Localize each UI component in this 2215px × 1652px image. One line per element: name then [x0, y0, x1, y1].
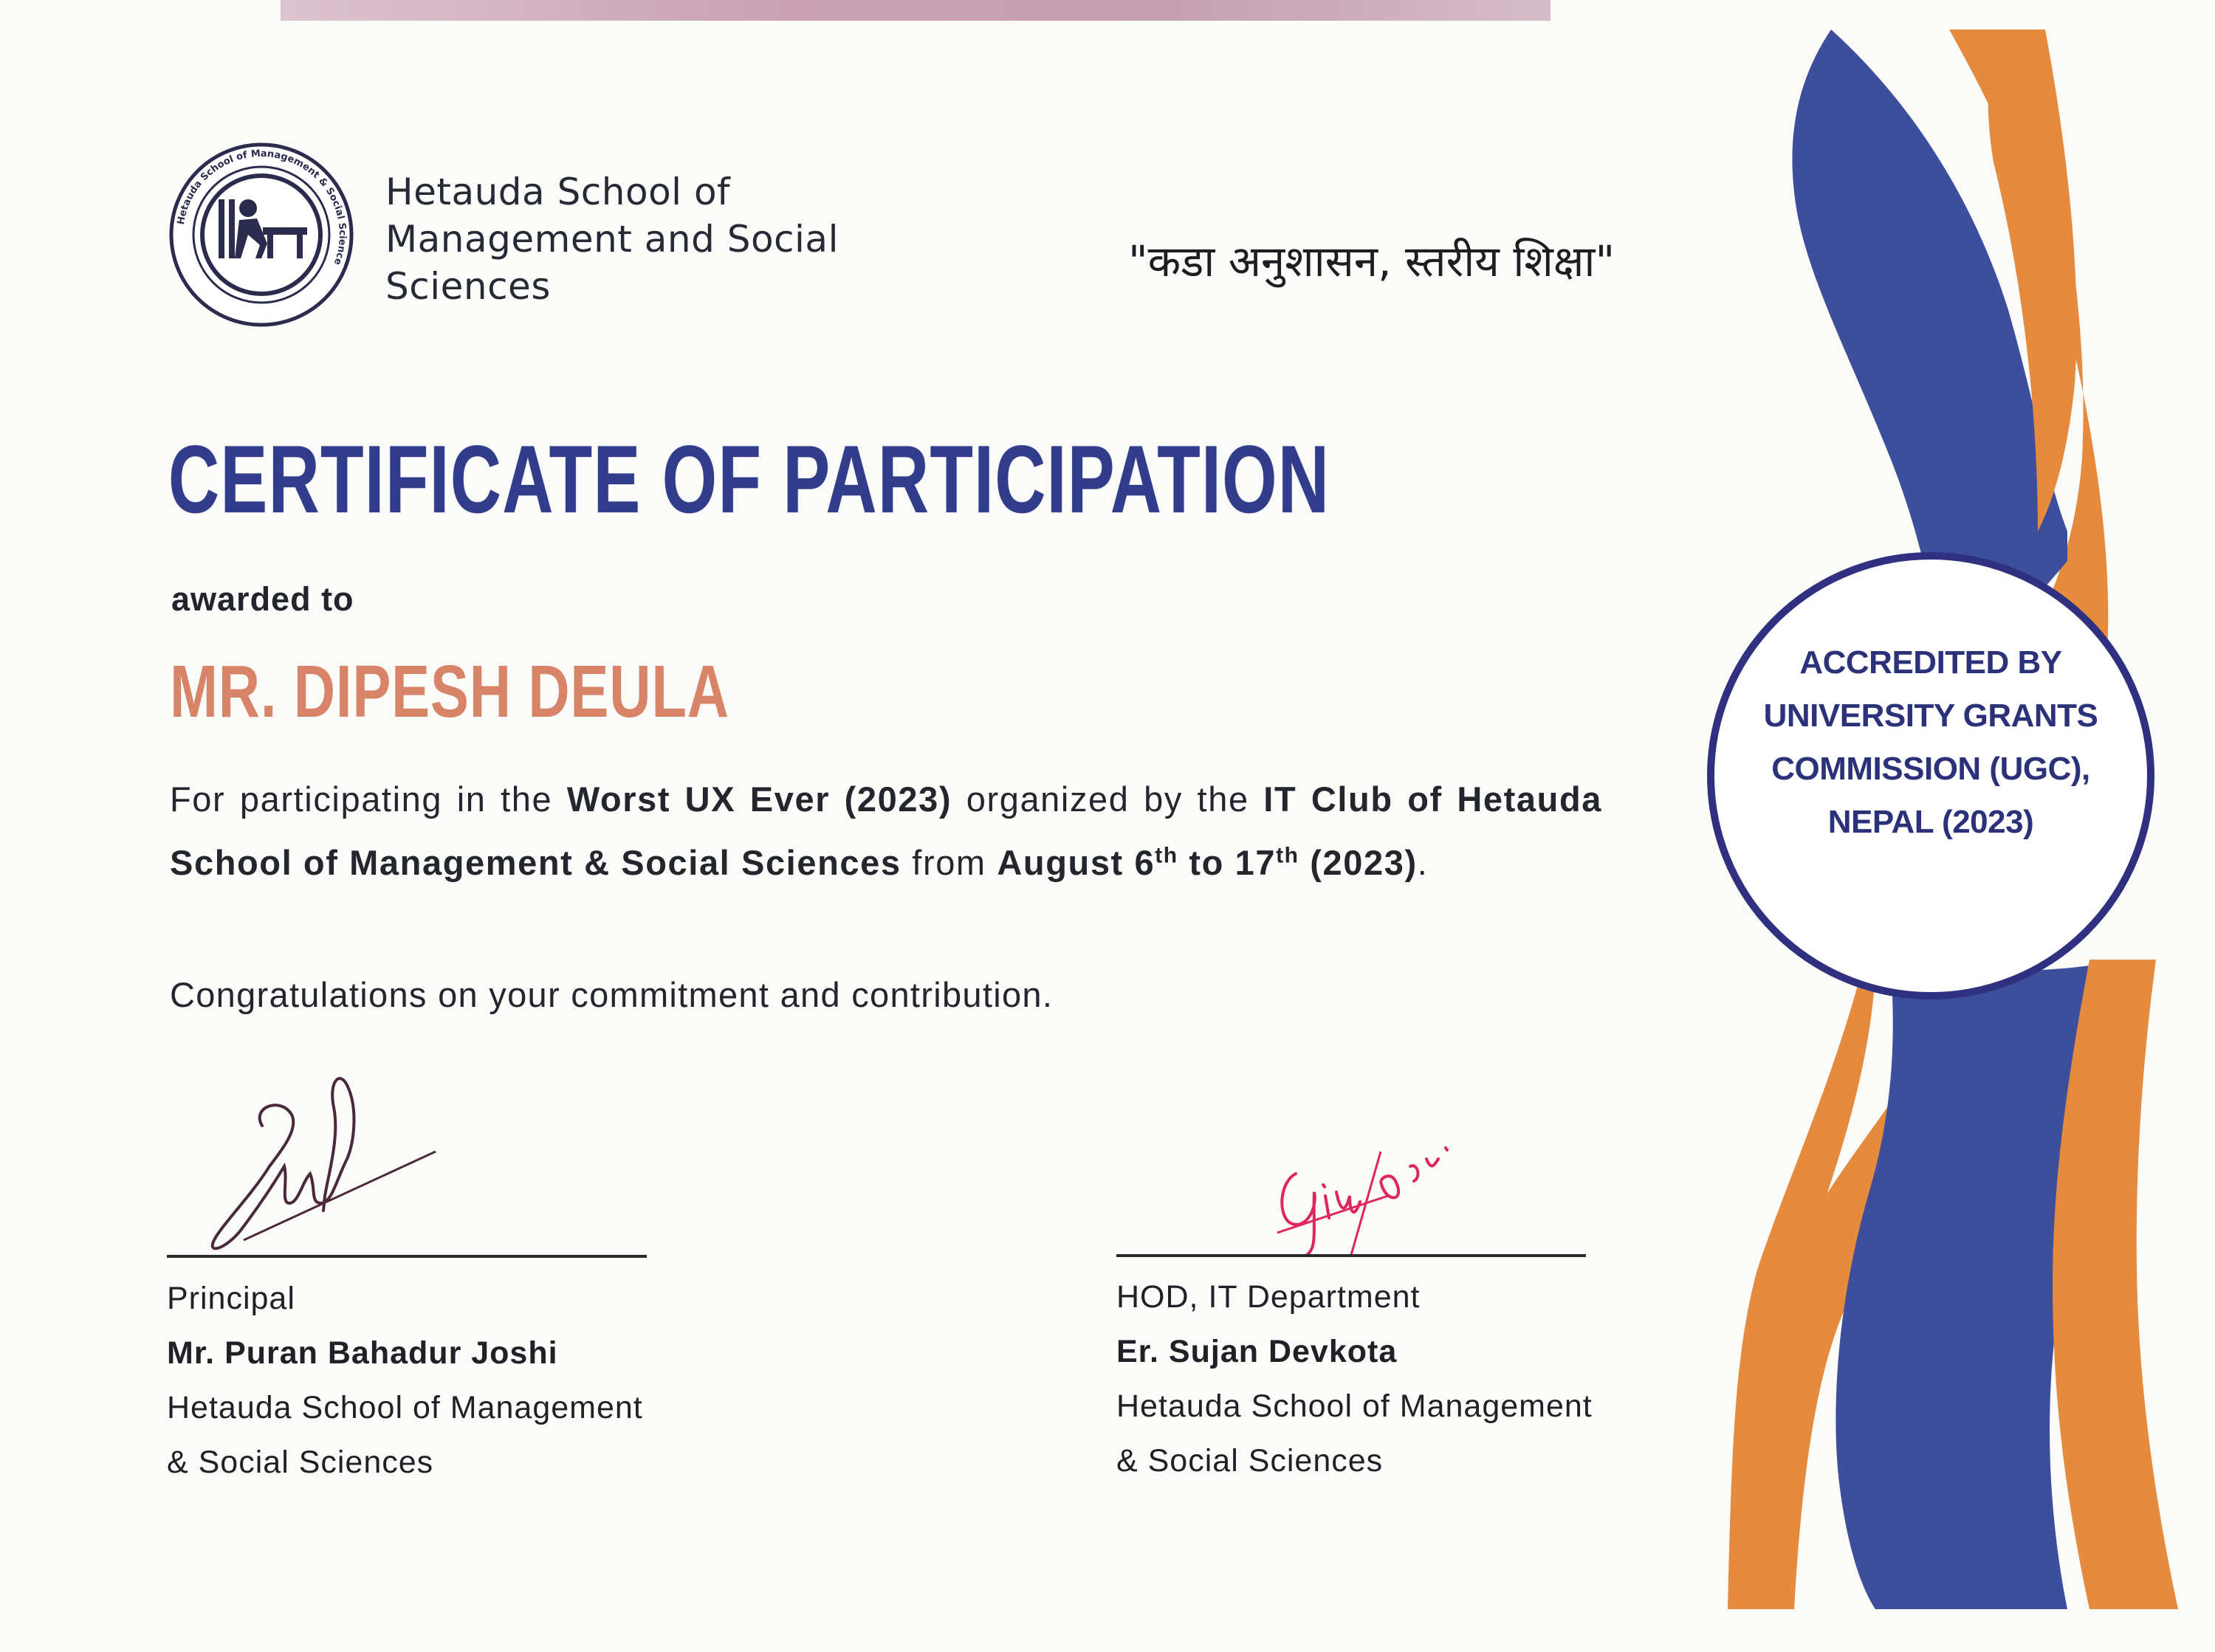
- principal-org-line: & Social Sciences: [167, 1445, 434, 1480]
- school-name-line: Hetauda School of: [385, 171, 731, 213]
- accreditation-line: ACCREDITED BY: [1799, 644, 2062, 681]
- recipient-name: MR. DIPESH DEULA: [170, 650, 729, 733]
- statement-text: from: [901, 843, 997, 882]
- participation-statement: [170, 768, 1602, 895]
- event-name: Worst UX Ever (2023): [566, 779, 952, 819]
- statement-text: organized by the: [952, 779, 1264, 819]
- statement-end: .: [1417, 843, 1429, 882]
- date-start-suffix: th: [1155, 843, 1178, 868]
- statement-text: For participating in the: [170, 779, 567, 819]
- hod-org-line: Hetauda School of Management: [1116, 1388, 1593, 1424]
- event-year: (2023): [1310, 843, 1418, 882]
- date-end-suffix: th: [1276, 843, 1299, 868]
- hod-role: HOD, IT Department: [1116, 1279, 1421, 1315]
- principal-signature: [199, 1056, 450, 1255]
- hod-name: Er. Sujan Devkota: [1116, 1334, 1398, 1369]
- certificate-title: CERTIFICATE OF PARTICIPATION: [168, 425, 1330, 533]
- principal-org-line: Hetauda School of Management: [167, 1390, 643, 1425]
- school-logo: [167, 140, 356, 329]
- date-end: to 17: [1178, 843, 1277, 882]
- event-dates: [997, 843, 1417, 882]
- school-name: [385, 168, 902, 310]
- principal-role: Principal: [167, 1281, 295, 1316]
- logo-ring-text: Hetauda School of Management & Social Science: [175, 148, 348, 266]
- accreditation-line: NEPAL (2023): [1827, 804, 2034, 840]
- hod-signature: [1263, 1122, 1455, 1262]
- awarded-label: awarded to: [171, 580, 354, 618]
- hod-org-line: & Social Sciences: [1116, 1443, 1384, 1479]
- hod-block: [1116, 1270, 1593, 1488]
- school-motto: "कडा अनुशासन, स्तरीय शिक्षा": [1128, 236, 1615, 286]
- principal-name: Mr. Puran Bahadur Joshi: [167, 1335, 558, 1371]
- organizer-name: IT Club of Hetauda School of Management & Social Sciences: [170, 779, 1603, 882]
- congratulations-text: Congratulations on your commitment and contribution.: [170, 975, 1054, 1014]
- principal-signature-line: [167, 1255, 647, 1258]
- principal-block: [167, 1271, 643, 1490]
- school-name-line: Management and Social: [385, 218, 839, 261]
- accreditation-line: UNIVERSITY GRANTS: [1763, 698, 2098, 734]
- accreditation-line: COMMISSION (UGC),: [1771, 751, 2090, 787]
- hod-signature-line: [1116, 1254, 1586, 1257]
- school-name-line: Sciences: [385, 265, 551, 308]
- date-start: August 6: [997, 843, 1155, 882]
- accreditation-text: [1728, 636, 2134, 849]
